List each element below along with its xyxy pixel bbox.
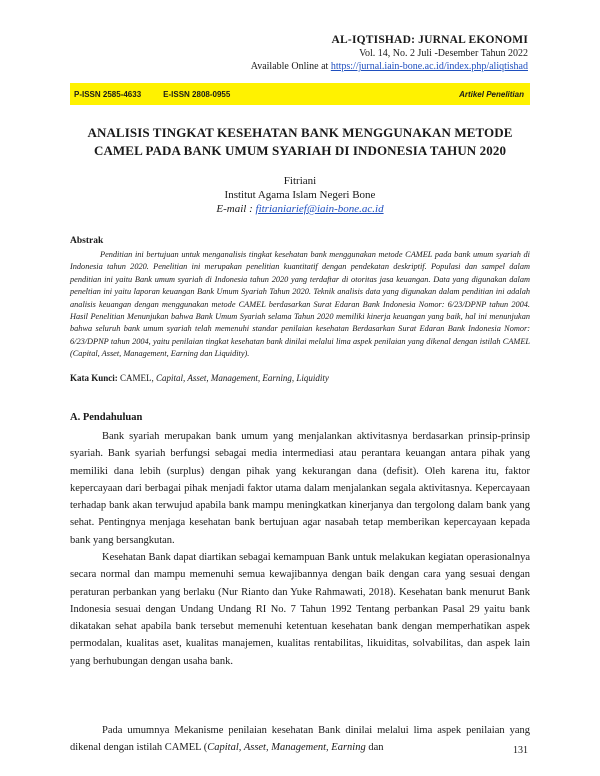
keywords-label: Kata Kunci: [70,373,118,383]
paragraph-2: Kesehatan Bank dapat diartikan sebagai kemampuan Bank untuk melakukan kegiatan operasionalnya secara normal dan mampu memenuhi semua kewajibannya dengan baik dengan cara yang sesuai dengan peraturan perbankan yang berlaku (Nur Rianto dan Yuke Rahmawati, 2018). Kesehatan bank menurut Bank Indonesia sesuai dengan Undang Undang RI No. 7 Tahun 1992 Tentang perbankan Pasal 29 yaitu bank dikatakan sehat apabila bank tersebut memenuhi ketentuan kesehatan bank dengan memperhatikan aspek permodalan, kualitas aset, kualitas manajemen, kualitas rentabilitas, likuiditas, solvabilitas, dan aspek lain yang berhubungan dengan usaha bank. [70,552,530,667]
author-block [70,174,530,216]
paragraph-3-start: Pada umumnya Mekanisme penilaian kesehatan Bank dinilai melalui lima aspek penilaian yang dikenal dengan istilah CAMEL ( [70,725,530,754]
abstract-text: Penditian ini bertujuan untuk menganalisis tingkat kesehatan bank menggunakan metode CAMEL pada bank umum syariah di Indonesia tahun 2020. Penelitian ini merupakan penelitian kuantitatif dengan pendekatan deskriptif. Populasi dan sampel dalam penditian ini yaitu Bank umum syariah di Indonesia tahun 2020 yang terdaftar di otoritas jasa keuangan. Data yang digunakan dalam peneltian ini yaitu laporan keuangan Bank Umum Syariah Tahun 2020. Teknik analisis data yang digunakan dalam penditian ini adalah analisis keuangan dengan menggunakan metode CAMEL berdasarkan Surat Edaran Bank Indonesia Nomor: 6/23/DPNP tahun 2004. Hasil Penelitian Menunjukan bahwa Bank Umum Syariah selama Tahun 2020 memiliki kinerja keuangan yang baik, hal ini menunjukan bahwa seluruh bank umum syariah telah memenuhi standar penilaian kesehatan Berdasarkan Surat Edaran Bank Indonesia Nomor: 6/23/DPNP tahun 2004, yaitu penilaian tingkat kesehatan bank dinilai melalui lima aspek penilaian yang dikenal dengan istilah CAMEL (Capital, Asset, Management, Earning dan Liquidity). [70,250,530,359]
author-affiliation: Institut Agama Islam Negeri Bone [224,189,376,201]
journal-header [251,34,528,72]
e-issn: E-ISSN 2808-0955 [163,89,231,99]
section-heading: A. Pendahuluan [70,412,143,423]
availability-line [251,61,528,72]
paragraph-3 [70,722,530,757]
p-issn: P-ISSN 2585-4633 [74,89,142,99]
author-name: Fitriani [283,175,317,187]
abstract-heading: Abstrak [70,236,104,246]
journal-title: AL-IQTISHAD: JURNAL EKONOMI [331,34,528,46]
volume-info: Vol. 14, No. 2 Juli -Desember Tahun 2022 [359,48,528,59]
paper-title [70,124,530,160]
available-prefix: Available Online at [250,61,331,72]
title-line-2: CAMEL PADA BANK UMUM SYARIAH DI INDONESIA TAHUN 2020 [93,143,507,158]
keywords [70,372,530,384]
email-label: E-mail : [216,203,256,215]
article-type: Artikel Penelitian [459,89,524,99]
author-email-line [70,202,530,216]
page-number: 131 [513,745,528,756]
paragraph-1: Bank syariah merupakan bank umum yang menjalankan aktivitasnya berdasarkan prinsip-prinsip syariah. Bank syariah berfungsi sebagai media intermediasi atau perantara keuangan antara pihak yang memiliki dana lebih (surplus) dengan pihak yang kekurangan dana (defisit). Oleh karena itu, faktor kepercayaan dari berbagai pihak menjadi faktor utama dalam menjalankan segala aktivitasnya. Kepercayaan terhadap bank akan terwujud apabila bank mampu meningkatkan kinerjanya dan tergolong dalam bank yang sehat. Pentingnya menjaga kesehatan bank bertujuan agar nasabah tetap memberikan kepercayaan kepada bank yang bersangkutan. [70,431,530,546]
keywords-italic: Capital, Asset, Management, Earning, Liquidity [156,373,329,383]
paragraph-3-end: dan [365,742,384,754]
journal-url-link[interactable]: https://jurnal.iain-bone.ac.id/index.php/aliqtishad [330,61,528,72]
issn-bar [70,83,530,105]
keywords-plain: CAMEL, [117,373,157,383]
author-email-link[interactable]: fitrianiarief@iain-bone.ac.id [255,203,384,215]
title-line-1: ANALISIS TINGKAT KESEHATAN BANK MENGGUNAKAN METODE [87,125,513,140]
paragraph-3-italic: Capital, Asset, Management, Earning [207,742,366,754]
